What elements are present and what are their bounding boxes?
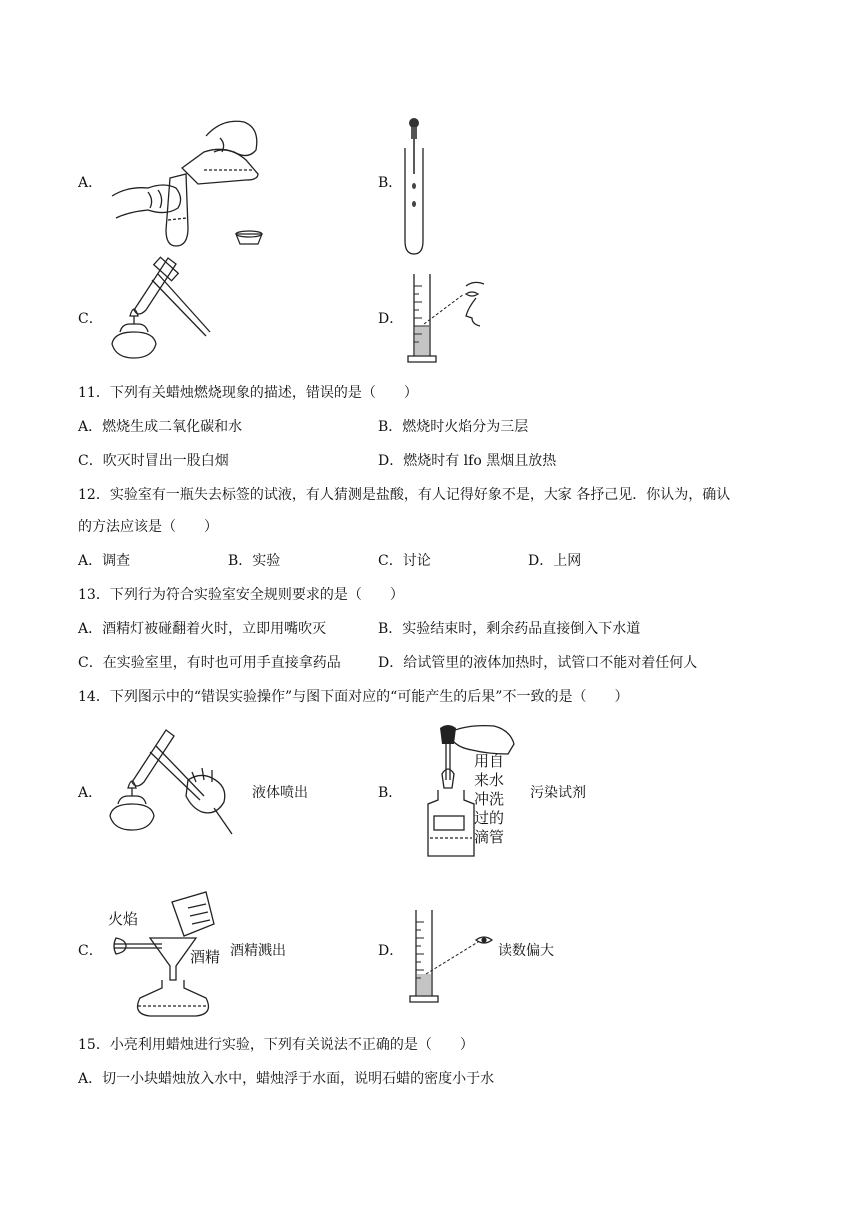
q13-stem: 13．下列行为符合实验室安全规则要求的是（ ） xyxy=(78,587,404,603)
q14-stem: 14．下列图示中的“错误实验操作”与图下面对应的“可能产生的后果”不一致的是（ ） xyxy=(78,689,629,705)
q15-option-a[interactable]: A．切一小块蜡烛放入水中，蜡烛浮于水面，说明石蜡的密度小于水 xyxy=(78,1071,495,1087)
q10-option-c-label: C． xyxy=(78,311,103,327)
q11-option-a[interactable]: A．燃烧生成二氧化碳和水 xyxy=(78,419,243,435)
q14-option-c-label: C． xyxy=(78,943,103,959)
q14-result-d: 读数偏大 xyxy=(498,943,554,959)
q11-option-b[interactable]: B．燃烧时火焰分为三层 xyxy=(378,419,529,435)
graduated-cylinder-looking-up-illustration xyxy=(408,908,498,1006)
q11-stem: 11．下列有关蜡烛燃烧现象的描述，错误的是（ ） xyxy=(78,385,418,401)
pouring-liquid-illustration xyxy=(108,108,268,248)
q11-option-d[interactable]: D．燃烧时有 lfo 黑烟且放热 xyxy=(378,453,557,469)
q14-result-c: 酒精溅出 xyxy=(230,943,286,959)
heating-tube-illustration xyxy=(104,244,224,369)
q14-result-a: 液体喷出 xyxy=(252,785,308,801)
dropper-annotation-line: 过的 xyxy=(474,809,505,827)
dropper-annotation xyxy=(474,752,504,847)
dropper-annotation-line: 冲洗 xyxy=(474,790,505,808)
q14-option-d-label: D． xyxy=(378,943,404,959)
heating-tube-hand-illustration xyxy=(104,716,244,841)
q13-option-a[interactable]: A．酒精灯被碰翻着火时，立即用嘴吹灭 xyxy=(78,621,327,637)
alcohol-annotation: 酒精 xyxy=(190,948,221,966)
graduated-cylinder-looking-down-illustration xyxy=(406,272,496,364)
q14-option-b-label: B． xyxy=(378,785,403,801)
q12-option-a[interactable]: A．调查 xyxy=(78,553,131,569)
dropper-annotation-line: 滴管 xyxy=(474,828,505,846)
dropper-annotation-line: 来水 xyxy=(474,771,505,789)
q12-stem-line1: 12．实验室有一瓶失去标签的试液，有人猜测是盐酸，有人记得好象不是，大家 各抒己见．你认为，确认 xyxy=(78,487,731,503)
q12-option-b[interactable]: B．实验 xyxy=(228,553,281,569)
flame-annotation: 火焰 xyxy=(108,910,139,928)
q10-option-b-label: B． xyxy=(378,175,403,191)
q13-option-c[interactable]: C．在实验室里，有时也可用手直接拿药品 xyxy=(78,655,341,671)
q12-option-d[interactable]: D．上网 xyxy=(528,553,582,569)
q14-option-a-label: A． xyxy=(78,785,103,801)
q14-result-b: 污染试剂 xyxy=(530,785,586,801)
dropper-in-tube-illustration xyxy=(402,116,426,256)
q10-option-d-label: D． xyxy=(378,311,404,327)
q11-option-c[interactable]: C．吹灭时冒出一股白烟 xyxy=(78,453,229,469)
q10-option-a-label: A． xyxy=(78,175,103,191)
q13-option-d[interactable]: D．给试管里的液体加热时，试管口不能对着任何人 xyxy=(378,655,698,671)
q12-option-c[interactable]: C．讨论 xyxy=(378,553,431,569)
q13-option-b[interactable]: B．实验结束时，剩余药品直接倒入下水道 xyxy=(378,621,641,637)
q15-stem: 15．小亮利用蜡烛进行实验，下列有关说法不正确的是（ ） xyxy=(78,1037,474,1053)
q12-stem-line2: 的方法应该是（ ） xyxy=(78,519,218,535)
dropper-annotation-line: 用自 xyxy=(474,752,505,770)
